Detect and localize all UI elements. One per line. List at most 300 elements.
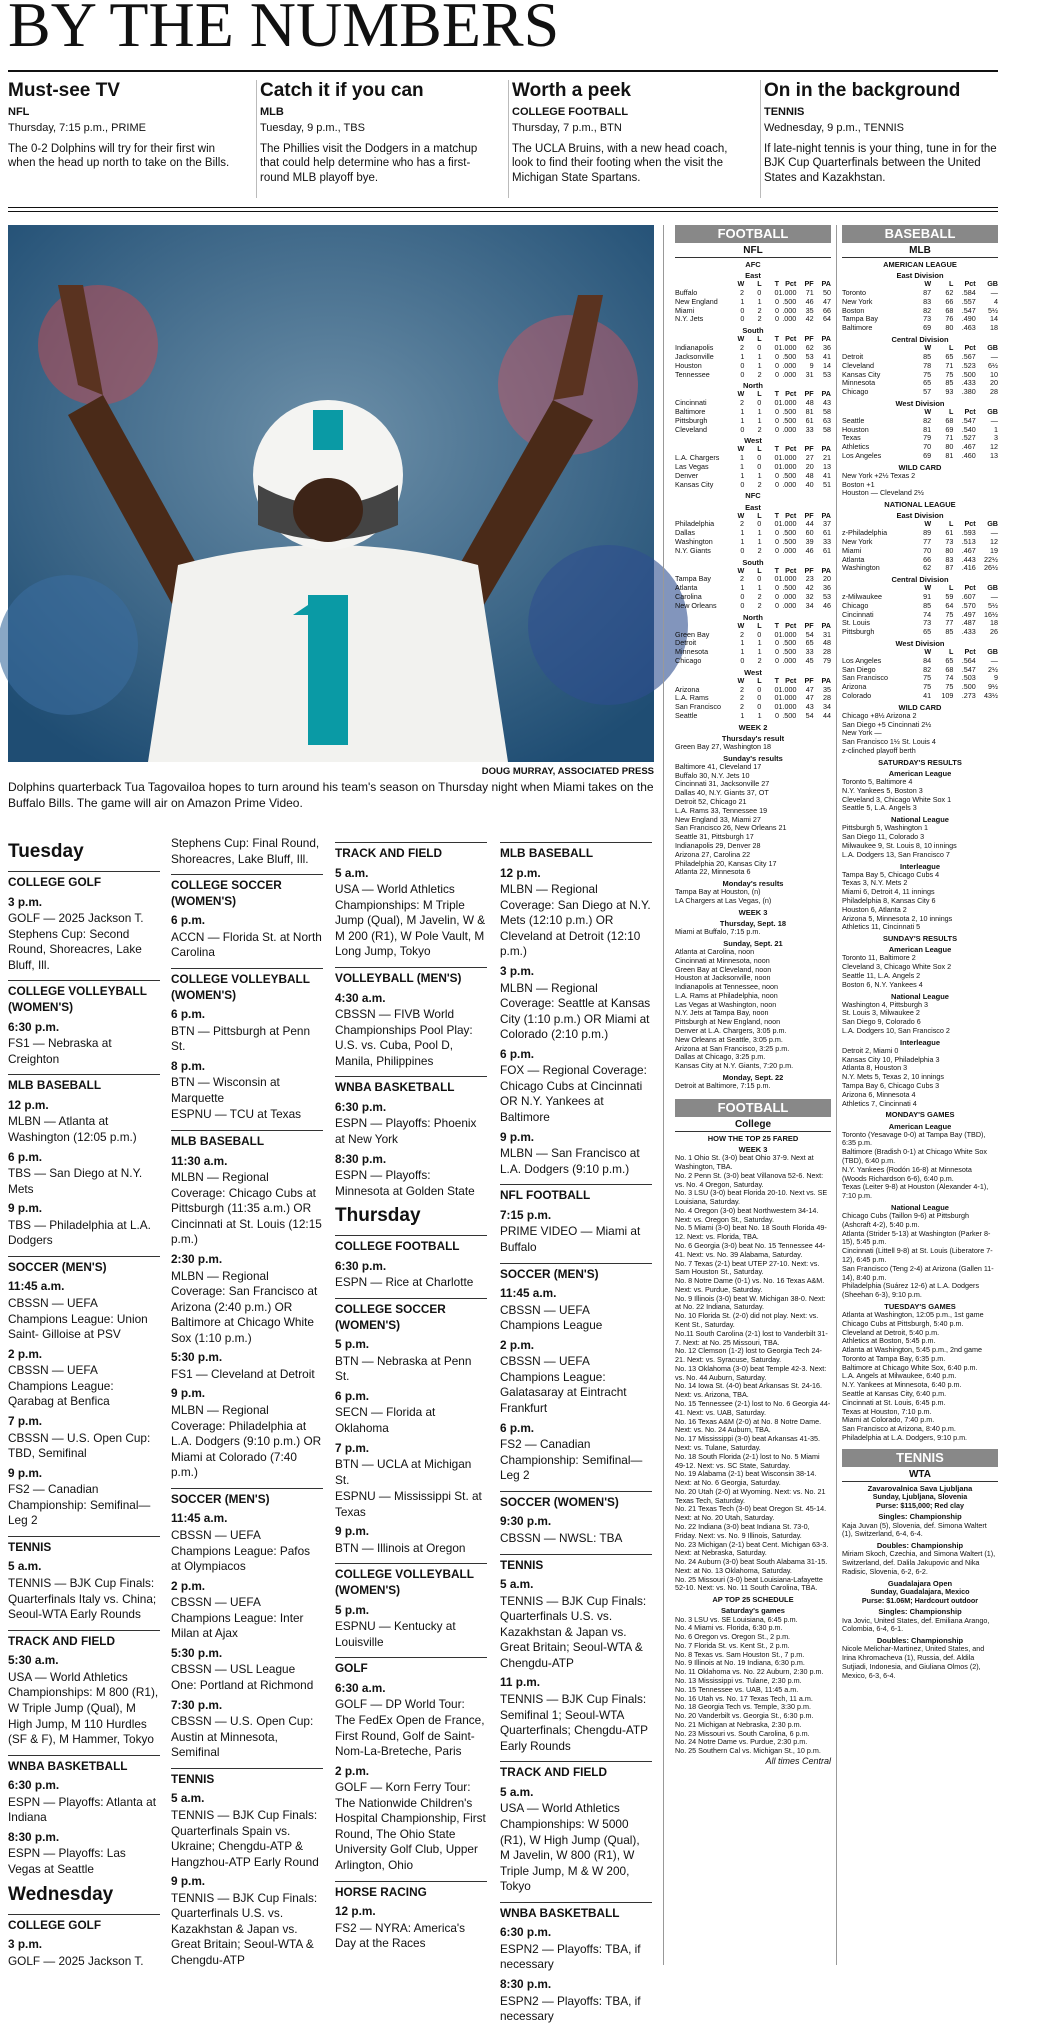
standings-cell: 62 [923,563,932,573]
standings-cell: 34 [805,600,814,610]
standings-cell: 0 [774,528,779,538]
result-line: Atlanta 8, Houston 3 [842,1063,908,1073]
standings-cell: 1 [740,537,745,546]
listing-entry: ESPN2 — Playoffs: TBA, if necessary [500,1941,641,1972]
day-heading: Wednesday [8,1883,114,1905]
listing-entry: FS2 — Canadian Championship: Semifinal—Leg 2 [8,1482,151,1528]
listing-entry: MLBN — Regional Coverage: Philadelphia at L.A. Dodgers (9:10 p.m.) OR Miami at Colorado (7:40 p.m.) [171,1403,322,1480]
sport-heading: TENNIS [500,1554,652,1574]
wildcard-line: Houston — Cleveland 2½ [842,488,924,498]
standings-cell: 85 [945,627,954,637]
col-label: PF [804,675,814,685]
standings-cell: 27 [805,453,814,463]
photo-credit: DOUG MURRAY, ASSOCIATED PRESS [481,766,654,777]
standings-row [842,564,998,573]
standings-cell: 58 [822,406,831,416]
standings-cell: 41 [822,470,831,480]
sport-heading: MLB BASEBALL [500,842,652,862]
listing-entry: MLBN — Atlanta at Washington (12:05 p.m.) [8,1114,137,1144]
col-label: W [924,583,932,593]
standings-cell: 26 [989,627,998,637]
sport-heading: COLLEGE VOLLEYBALL (WOMEN'S) [8,980,160,1015]
league-subheading: NATIONAL LEAGUE [884,500,956,510]
standings-cell: 36 [822,583,831,593]
tennis-result: Kaja Juvan (5), Slovenia, def. Simona Waltert (1), Switzerland, 6-4, 6-4. [842,1520,987,1539]
tv-column-2 [171,835,323,1969]
standings-cell: 82 [923,415,932,425]
sport-heading: MLB BASEBALL [171,1130,323,1150]
standings-cell: 2 [757,655,762,665]
listing-time: 2 p.m. [335,1763,370,1778]
standings-cell: .443 [961,554,976,564]
result-line: Boston 6, N.Y. Yankees 4 [842,979,923,989]
division-heading: East Division [896,511,944,521]
result-line: L.A. Dodgers 10, San Francisco 2 [842,1026,950,1035]
listing-time: 5 a.m. [335,865,369,880]
top25-result: No. 13 Oklahoma (3-0) beat Temple 42-3. Next: vs. No. 44 Auburn, Saturday. [675,1363,827,1382]
promo-rule [8,207,998,208]
result-line: Denver at L.A. Chargers, 3:05 p.m. [675,1026,787,1035]
schedule-line: No. 18 Georgia Tech vs. Temple, 3:30 p.m. [675,1702,811,1712]
standings-cell: 1 [740,406,745,416]
promo-block [260,80,494,185]
listing-time: 9 p.m. [8,1465,43,1480]
standings-cell: 61 [822,528,831,538]
result-line: Philadelphia 8, Kansas City 6 [842,895,936,905]
result-line: Texas at Houston, 7:10 p.m. [842,1406,932,1416]
listing-entry: ESPN — Playoffs: Phoenix at New York [335,1116,477,1146]
sport-heading: WNBA BASKETBALL [335,1076,487,1096]
listing-time: 8:30 p.m. [8,1829,60,1844]
listing-time: 5:30 a.m. [8,1653,59,1668]
standings-cell: 85 [923,600,932,610]
result-line: Buffalo 30, N.Y. Jets 10 [675,770,750,780]
standings-row [675,657,831,666]
result-line: Cleveland 3, Chicago White Sox 1 [842,794,952,804]
listing-entry: FS2 — Canadian Championship: Semifinal—Leg 2 [500,1437,643,1483]
listing-entry: BTN — UCLA at Michigan St. [335,1457,472,1487]
col-label: W [924,406,932,416]
result-line: Detroit 2, Miami 0 [842,1045,899,1055]
standings-cell: .547 [961,305,976,315]
standings-cell: .500 [961,682,976,692]
league-subheading: AMERICAN LEAGUE [883,260,957,270]
standings-cell: 0 [757,693,762,703]
listing-entry: ESPN — Playoffs: Las Vegas at Seattle [8,1846,126,1877]
standings-cell: .000 [782,424,797,434]
standings-cell: 0 [757,574,762,584]
result-line: Texas 3, N.Y. Mets 2 [842,878,908,888]
standings-cell: 9½ [987,682,998,692]
top25-result: No. 10 Florida St. (2-0) did not play. Next: vs. Kent St., Saturday. [675,1311,819,1329]
standings-cell: 0 [774,647,779,657]
tv-column-4 [500,835,652,2025]
standings-cell: 2 [740,684,744,694]
standings-cell: 80 [945,442,954,452]
standings-cell: 0 [757,462,762,472]
listing-time: 6 p.m. [500,1046,535,1061]
col-label: W [737,444,745,454]
standings-cell: 2 [740,574,744,584]
standings-cell: 1 [740,647,745,657]
standings-cell: 65 [945,655,954,665]
col-label: Pct [964,279,976,289]
standings-cell: .000 [782,314,797,324]
col-label: L [949,406,954,416]
week-heading: WEEK 3 [738,1145,768,1155]
standings-cell: 61 [805,415,814,425]
division-heading: South [742,557,764,567]
tennis-info: Purse: $115,000; Red clay [876,1500,964,1510]
result-line: San Diego 9, Colorado 6 [842,1017,921,1027]
standings-cell: Seattle [842,415,865,425]
result-line: San Francisco at Arizona, 8:40 p.m. [842,1424,956,1434]
standings-cell: 47 [822,296,831,306]
standings-cell: Jacksonville [675,351,714,361]
col-label: T [774,444,779,454]
result-line: Arizona 6, Minnesota 4 [842,1089,916,1099]
listing-time: 5:30 p.m. [171,1350,223,1365]
wildcard-line: San Diego +5 Cincinnati 2½ [842,719,932,729]
schedule-line: No. 15 Tennessee vs. UAB, 11:45 a.m. [675,1684,799,1694]
standings-cell: Arizona [842,682,867,692]
day-heading: Tuesday [8,841,84,862]
listing-time: 6 p.m. [8,1149,43,1164]
col-label: T [774,510,779,520]
standings-cell: 87 [945,563,954,573]
result-line: Houston 6, Atlanta 2 [842,904,907,914]
standings-cell: 2 [740,693,744,703]
standings-cell: 14 [822,360,831,370]
listing-time: 9 p.m. [335,1524,370,1539]
listing-entry: CBSSN — USL League One: Portland at Richmond [171,1662,314,1692]
result-line: Indianapolis at Tennessee, noon [675,982,778,992]
listing-time: 2 p.m. [171,1578,206,1593]
top25-result: No. 15 Tennessee (2-1) lost to No. 6 Georgia 44-41. Next: vs. UAB, Saturday. [675,1399,831,1417]
results-heading: Interleague [899,861,940,871]
standings-cell: 69 [945,424,954,434]
standings-cell: 2 [757,424,762,434]
result-line: Miami 6, Detroit 4, 11 innings [842,887,935,897]
standings-cell: Seattle [675,710,698,720]
standings-cell: 2 [740,702,744,712]
result-line: Atlanta at Carolina, noon [675,946,755,956]
listing-time: 9 p.m. [171,1386,206,1401]
standings-cell: .433 [961,378,976,388]
listing-entry: MLBN — Regional Coverage: San Diego at N.Y. Mets (12:10 p.m.) OR Cleveland at Detroit (12:10 p.m.) [500,882,651,959]
results-heading: National League [891,815,949,825]
standings-cell: 5½ [987,600,998,610]
tennis-heading: Doubles: Championship [876,1636,964,1646]
listing-time: 6:30 p.m. [335,1099,387,1114]
listing-time: 3 p.m. [500,963,535,978]
standings-cell: 35 [805,305,814,315]
standings-cell: San Francisco [675,702,721,712]
sport-heading: SOCCER (WOMEN'S) [500,1491,652,1511]
standings-cell: 6½ [987,360,998,370]
division-heading: Central Division [891,575,949,585]
col-label: L [757,279,762,289]
standings-cell: Carolina [675,592,702,602]
result-line: Cincinnati 31, Jacksonville 27 [675,779,770,789]
wildcard-line: New York — [842,728,882,738]
result-line: Pittsburgh 5, Washington 1 [842,823,929,833]
division-heading: Central Division [891,335,949,345]
standings-cell: Boston [842,305,865,315]
standings-cell: 0 [757,288,762,298]
listing-entry: ESPNU — Kentucky at Louisville [335,1619,456,1649]
standings-cell: 1 [740,528,745,538]
standings-cell: .500 [782,583,797,593]
standings-cell: .000 [782,600,797,610]
standings-cell: .503 [961,673,976,683]
result-line: Arizona 27, Carolina 22 [675,849,751,859]
schedule-line: No. 21 Michigan at Nebraska, 2:30 p.m. [675,1719,802,1729]
schedule-line: No. 6 Oregon vs. Oregon St., 2 p.m. [675,1632,791,1642]
standings-cell: 1 [757,360,762,370]
tennis-result: Nicole Melichar-Martinez, United States, and Irina Khromacheva (1), Russia, def. Aldila Sutjiadi, Indonesia, and Giuliana Olmos (2), Mexico, 6-3, 6-4. [842,1644,985,1680]
standings-cell: New England [675,296,718,306]
col-label: PA [821,444,831,454]
division-heading: West [744,436,762,446]
standings-cell: 62 [945,288,954,298]
sport-heading: SOCCER (MEN'S) [171,1488,323,1508]
standings-cell: 0 [774,343,779,353]
col-label: GB [987,583,998,593]
standings-cell: 40 [805,479,814,489]
league-heading: MLB [842,245,998,258]
promo-rule-2 [8,211,998,212]
col-label: Pct [785,279,797,289]
promo-description: The 0-2 Dolphins will try for their first win when the head up north to take on the Bills. [8,143,230,170]
standings-cell: 0 [774,369,779,379]
standings-cell: — [990,592,998,602]
standings-cell: 1 [740,710,745,720]
col-label: W [924,519,932,529]
standings-cell: .490 [961,314,976,324]
col-label: L [949,647,954,657]
results-heading: Monday's results [722,879,784,889]
listing-entry: BTN — Pittsburgh at Penn St. [171,1023,311,1054]
day-heading: Thursday [335,1205,421,1227]
standings-cell: .273 [961,691,976,700]
promo-block [8,80,242,171]
col-label: W [737,389,745,399]
qb-illustration [8,225,654,762]
result-line: Arizona at San Francisco, 3:25 p.m. [675,1043,790,1053]
standings-cell: z-Philadelphia [842,528,888,538]
standings-cell: 84 [923,655,932,665]
photo-caption: Dolphins quarterback Tua Tagovailoa hopes to turn around his team's season on Thursday night when Miami takes on the Buffalo Bills. The game will air on Amazon Prime Video. [8,780,654,810]
standings-cell: 77 [923,537,932,546]
standings-cell: 46 [805,296,814,306]
football-standings [675,225,831,1767]
col-label: Pct [964,519,976,529]
standings-cell: 75 [923,682,932,692]
listing-entry: CBSSN — NWSL: TBA [500,1530,623,1545]
result-line: Pittsburgh at New England, noon [675,1017,781,1027]
listing-entry: CBSSN — UEFA Champions League: Galatasaray at Eintracht Frankfurt [500,1354,627,1415]
standings-cell: 2 [740,398,744,408]
standings-cell: Toronto [842,288,866,298]
col-label: L [757,510,762,520]
standings-cell: 39 [805,537,814,546]
standings-cell: Texas [842,433,861,443]
standings-cell: 18 [989,618,998,628]
result-line: Texas (Leiter 9-8) at Houston (Alexander 4-1), 7:10 p.m. [842,1182,989,1201]
standings-cell: 0 [740,424,745,434]
standings-cell: 20 [805,462,814,472]
col-label: GB [987,279,998,289]
standings-cell: 1 [757,415,762,425]
sport-heading: SOCCER (MEN'S) [8,1256,160,1276]
standings-cell: — [990,288,998,298]
promo-time: Thursday, 7 p.m., BTN [512,122,622,134]
standings-cell: 45 [805,655,814,665]
tennis-info: Purse: $1.06M; Hardcourt outdoor [861,1595,979,1605]
standings-cell: New York [842,296,873,306]
standings-cell: 73 [923,314,932,324]
result-line: Toronto 11, Baltimore 2 [842,953,916,963]
standings-cell: 9 [809,360,814,370]
result-line: Toronto at Tampa Bay, 6:35 p.m. [842,1353,946,1363]
col-label: Pct [964,406,976,416]
promo-divider [508,80,509,198]
result-line: Kansas City 10, Philadelphia 3 [842,1054,940,1064]
results-heading: Sunday, Sept. 21 [723,938,783,948]
listing-time: 2:30 p.m. [171,1251,223,1266]
result-line: Atlanta (Strider 5-13) at Washington (Parker 8-15), 5:45 p.m. [842,1228,991,1247]
sport-heading: COLLEGE GOLF [8,1914,160,1934]
standings-cell: 78 [923,360,932,370]
standings-cell: 36 [823,343,831,353]
listing-entry: BTN — Illinois at Oregon [335,1540,466,1555]
standings-cell: 61 [945,528,954,538]
standings-cell: 61 [822,545,831,555]
results-heading: National League [891,1202,949,1212]
standings-cell: L.A. Chargers [675,453,720,463]
listing-time: 6 p.m. [500,1420,535,1435]
result-line: Indianapolis 29, Denver 28 [675,840,761,850]
standings-cell: 28 [989,387,998,397]
promo-league: COLLEGE FOOTBALL [512,106,629,118]
results-heading: MONDAY'S GAMES [885,1110,955,1120]
sport-heading: COLLEGE SOCCER (WOMEN'S) [171,874,323,909]
result-line: Green Bay at Cleveland, noon [675,964,772,974]
schedule-line: No. 24 Notre Dame vs. Purdue, 2:30 p.m. [675,1737,808,1747]
standings-cell: 16½ [983,609,998,619]
standings-cell: .000 [782,655,797,665]
standings-cell: 2 [757,592,762,602]
standings-cell: Pittsburgh [842,627,875,637]
standings-cell: 53 [822,369,831,379]
col-label: Pct [785,389,797,399]
standings-cell: 54 [805,710,814,720]
top25-result: No. 16 Texas A&M (2-0) at No. 8 Notre Dame. Next: vs. No. 24 Auburn, TBA. [675,1416,822,1435]
promo-divider [760,80,761,198]
standings-cell: 1.000 [778,693,797,703]
listing-entry: CBSSN — UEFA Champions League: Inter Milan at Ajax [171,1595,304,1641]
listing-time: 11:45 a.m. [500,1286,557,1301]
standings-cell: Baltimore [675,406,706,416]
results-heading: Thursday, Sept. 18 [719,918,787,928]
top25-result: No. 18 South Florida (2-1) lost to No. 5 Miami 49-12. Next: vs. SC State, Saturday. [675,1451,820,1470]
top25-result: No. 22 Indiana (3-0) beat Indiana St. 73-0, Friday. Next: vs. No. 9 Illinois, Saturday. [675,1521,810,1540]
listing-entry: GOLF — 2025 Jackson T. Stephens Cup: Second Round, Shoreacres, Lake Bluff, Ill. [8,911,144,972]
standings-row [675,481,831,490]
standings-cell: Pittsburgh [675,415,708,425]
promo-league: TENNIS [764,106,805,118]
standings-cell: 0 [774,453,779,463]
standings-cell: 0 [774,424,779,434]
standings-cell: 0 [774,406,779,416]
standings-cell: 41 [822,351,831,361]
column-divider [836,225,837,1965]
results-heading: Interleague [899,1037,940,1047]
standings-cell: 1.000 [778,574,797,584]
standings-cell: Los Angeles [842,655,882,665]
tv-column-3 [335,835,487,1952]
standings-cell: 1 [740,462,744,472]
standings-cell: Cleveland [675,424,707,434]
standings-cell: 68 [945,415,954,425]
standings-cell: .513 [961,537,976,546]
standings-cell: 21 [823,453,831,463]
results-heading: National League [891,991,949,1001]
standings-cell: Houston [842,424,869,434]
standings-cell: 43 [823,398,831,408]
col-label: L [757,444,762,454]
division-heading: East [745,271,761,281]
standings-cell: 32 [805,592,814,602]
listing-entry: CBSSN — UEFA Champions League: Union Saint- Gilloise at PSV [8,1296,148,1342]
standings-cell: 9 [993,673,998,683]
standings-cell: .000 [782,305,797,315]
page-title: BY THE NUMBERS [8,0,560,60]
section-bar-football: FOOTBALL [675,225,831,243]
standings-cell: 0 [774,305,779,315]
standings-cell: .467 [961,442,976,452]
standings-cell: 44 [822,710,831,720]
sport-heading: HORSE RACING [335,1881,487,1901]
standings-cell: 1 [757,351,762,361]
standings-cell: Denver [675,470,699,480]
result-line: Cleveland 3, Chicago White Sox 2 [842,962,952,972]
result-line: Chicago Cubs at Pittsburgh, 5:40 p.m. [842,1318,964,1328]
result-line: Seattle 31, Pittsburgh 17 [675,832,754,842]
standings-cell: 109 [941,691,954,700]
top25-result: No. 23 Michigan (2-1) beat Cent. Michigan 63-3. Next: at Nebraska, Saturday. [675,1539,829,1558]
col-label: W [737,565,745,575]
results-heading: SATURDAY'S RESULTS [878,757,962,767]
top25-result: No. 3 LSU (3-0) beat Florida 20-10. Next vs. SE Louisiana, Saturday. [675,1188,828,1207]
sport-heading: COLLEGE VOLLEYBALL (WOMEN'S) [171,968,323,1003]
standings-cell: 18 [989,323,998,333]
standings-cell: 81 [805,406,814,416]
col-label: PF [804,444,814,454]
standings-cell: Baltimore [842,323,873,333]
wildcard-line: New York +2½ Texas 2 [842,470,916,480]
standings-cell: 1 [740,351,745,361]
listing-time: 4:30 a.m. [335,990,386,1005]
standings-cell: Green Bay [675,629,710,639]
col-label: Pct [785,675,797,685]
standings-cell: .000 [782,479,797,489]
col-label: T [774,675,779,685]
result-line: Miami at Colorado, 7:40 p.m. [842,1415,935,1425]
col-label: PF [804,279,814,289]
result-line: San Francisco 26, New Orleans 21 [675,823,787,833]
